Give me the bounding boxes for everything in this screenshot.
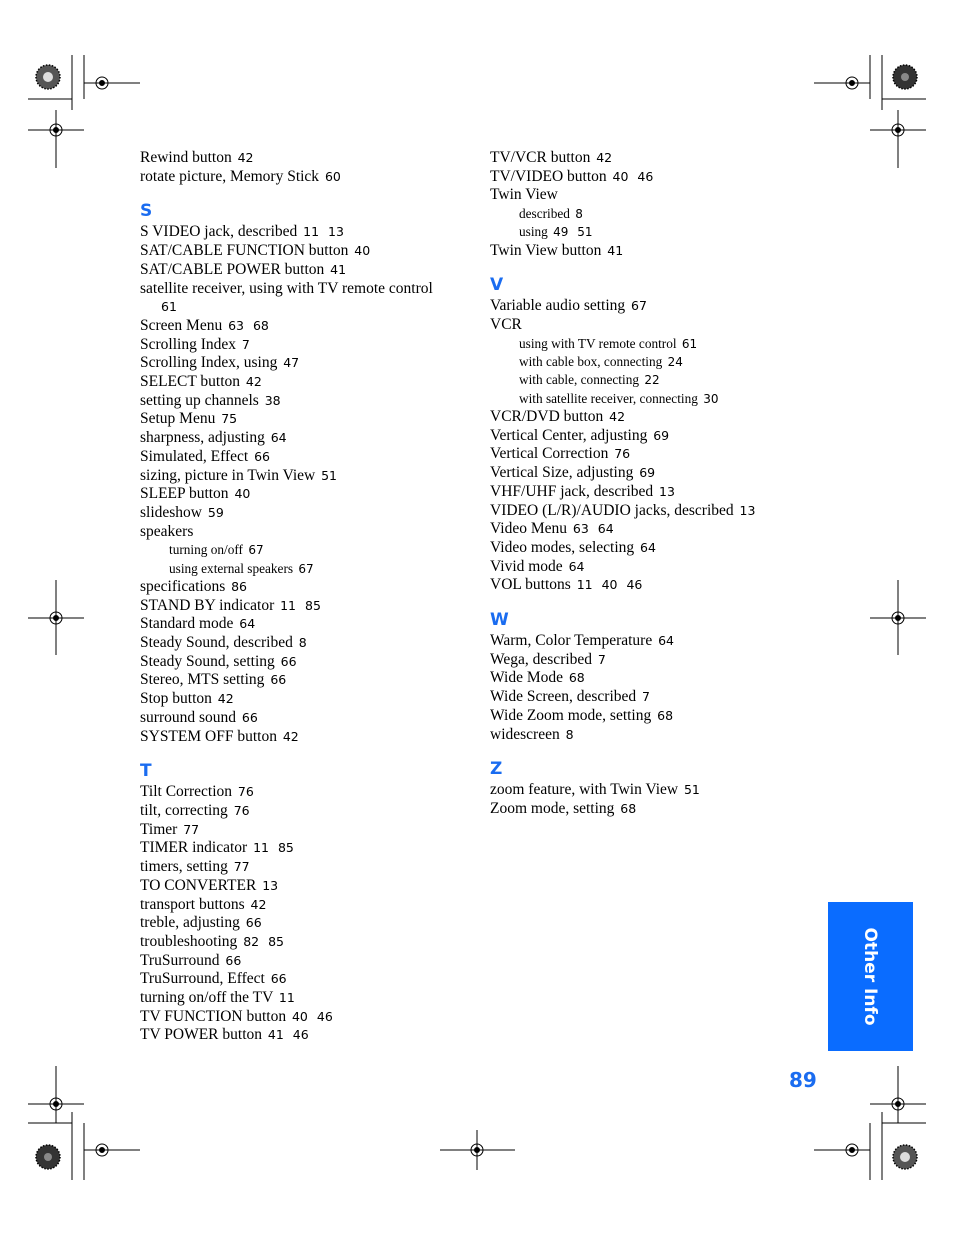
side-tab-label: Other Info [860,927,881,1026]
index-entry-term: VCR/DVD button [490,408,604,425]
index-entry [490,669,820,688]
index-page-ref[interactable]: 13 [659,483,675,499]
index-entry [140,373,470,392]
index-entry-term: using with TV remote control [519,335,677,351]
index-entry [490,576,820,595]
index-page-ref[interactable]: 47 [283,355,300,371]
index-page-ref[interactable]: 51 [683,782,700,798]
index-page-ref[interactable]: 41 46 [267,1027,309,1043]
index-entry-term: turning on/off the TV [140,989,274,1007]
index-entry [140,392,470,411]
index-entry-term: transport buttons [140,895,245,913]
index-subentry [490,371,820,389]
index-entry-term: Simulated, Effect [140,447,249,465]
index-page-ref[interactable]: 66 [254,448,270,464]
index-entry [140,802,470,821]
index-entry-term: Vertical Size, adjusting [490,464,634,482]
index-entry [140,821,470,840]
index-entry [490,558,820,577]
side-tab[interactable] [828,902,913,1051]
index-entry-term: Steady Sound, described [140,634,293,652]
index-entry [140,410,470,429]
index-entry-term: TO CONVERTER [140,876,257,894]
index-entry-term: Scrolling Index, using [140,354,278,372]
index-page-ref[interactable]: 66 [270,971,287,987]
index-entry-term: specifications [140,577,226,595]
index-entry-term: with cable, connecting [519,372,639,388]
index-entry [140,261,470,280]
index-entry-term: Twin View [490,186,558,204]
index-entry [490,781,820,800]
index-page-ref[interactable]: 68 [568,670,585,686]
index-page-ref[interactable]: 42 [237,150,254,165]
index-entry-term: Screen Menu [140,316,223,334]
index-entry-term: Vivid mode [490,557,563,575]
index-entry-term: S VIDEO jack, described [140,223,298,241]
index-entry [490,632,820,651]
index-page-ref[interactable]: 67 [298,561,314,576]
index-subentry [140,560,470,578]
index-entry [140,149,470,168]
index-page-ref[interactable]: 41 [330,261,347,277]
index-entry-term: SELECT button [140,373,241,391]
page-number: 89 [789,1068,817,1092]
index-page-ref[interactable]: 7 [642,689,650,705]
index-entry-term: Wide Screen, described [490,688,637,706]
index-entry-term: Timer [140,820,178,838]
index-entry [140,952,470,971]
index-column-left [140,149,470,1045]
index-page-ref[interactable]: 66 [270,672,287,688]
index-entry-term: surround sound [140,708,237,726]
index-entry [140,783,470,802]
index-page-ref[interactable]: 69 [653,427,670,443]
index-page-ref[interactable]: 42 [245,374,262,390]
index-entry [490,688,820,707]
index-page-ref[interactable]: 64 [239,616,256,632]
index-page-ref[interactable]: 63 68 [228,317,269,333]
index-entry [140,615,470,634]
index-page-ref[interactable]: 11 85 [280,597,321,613]
index-entry-term: Video modes, selecting [490,538,635,556]
index-page-ref[interactable]: 82 85 [243,933,284,949]
index-entry-term: TV FUNCTION button [140,1007,287,1025]
index-entry-term: slideshow [140,503,202,521]
index-entry [140,933,470,952]
index-entry-term: sizing, picture in Twin View [140,466,316,484]
index-entry-term: using external speakers [169,560,294,576]
index-entry-term: troubleshooting [140,932,238,950]
index-page-ref[interactable]: 59 [207,504,224,520]
index-entry-term: Wide Mode [490,669,563,687]
index-page-ref[interactable]: 40 [354,243,371,259]
index-entry [140,336,470,355]
index-entry-term: Twin View button [490,241,602,259]
index-entry [140,858,470,877]
index-entry-term: Tilt Correction [140,783,233,801]
index-subentry [490,390,820,408]
index-entry-term: tilt, correcting [140,801,228,819]
index-page-ref[interactable]: 40 46 [612,168,654,184]
index-entry-term: zoom feature, with Twin View [490,781,679,799]
index-page-ref[interactable]: 38 [264,392,281,408]
index-entry-term: described [519,206,570,222]
index-entry [140,634,470,653]
index-entry-term: TV/VIDEO button [490,167,607,185]
index-page-ref[interactable]: 77 [233,859,250,875]
index-page-ref[interactable]: 75 [221,411,238,427]
index-entry [140,728,470,747]
index-entry-term: VHF/UHF jack, described [490,482,654,500]
index-page-ref[interactable]: 13 [739,502,756,518]
index-entry [140,429,470,448]
index-subentry [490,353,820,371]
index-entry [490,520,820,539]
index-entry [490,427,820,446]
index-entry-term: speakers [140,522,194,540]
index-page-ref[interactable]: 24 [667,355,683,370]
index-page-ref[interactable]: 60 [324,168,341,184]
index-page-ref[interactable]: 66 [280,653,297,669]
index-entry-term: Steady Sound, setting [140,652,275,670]
index-entry-term: satellite receiver, using with TV remote control [140,279,433,297]
index-page-ref[interactable]: 63 64 [572,521,614,537]
index-entry-term: Wega, described [490,650,593,668]
index-entry-term: turning on/off [169,542,243,558]
index-page-ref[interactable]: 51 [321,467,337,483]
index-page-ref[interactable]: 8 [575,207,583,222]
index-page-ref[interactable]: 7 [597,651,606,667]
index-entry [140,223,470,242]
index-entry [140,709,470,728]
index-entry [490,168,820,187]
index-entry-term: using [519,224,548,240]
index-page-ref[interactable]: 66 [245,915,262,931]
index-entry [490,726,820,745]
index-entry [490,445,820,464]
index-entry-term: Variable audio setting [490,297,626,315]
index-entry [490,186,820,205]
index-entry [490,483,820,502]
index-page-ref[interactable]: 11 40 46 [576,577,643,593]
index-page-ref[interactable]: 42 [217,691,234,707]
index-subentry [140,541,470,559]
index-entry-term: with satellite receiver, connecting [519,390,698,406]
index-entry [140,317,470,336]
index-subentry [490,335,820,353]
index-page-ref[interactable]: 76 [614,446,631,462]
index-entry-term: TV POWER button [140,1026,262,1044]
index-page-ref[interactable]: 77 [183,821,200,837]
index-subentry [490,223,820,241]
index-entry-term: Setup Menu [140,410,216,428]
index-entry [490,149,820,168]
index-entry-term: SYSTEM OFF button [140,727,277,745]
index-entry-term: timers, setting [140,858,228,876]
index-entry [140,877,470,896]
index-page-ref[interactable]: 66 [241,709,258,725]
index-entry-term: Rewind button [140,149,232,166]
index-entry-term: SAT/CABLE FUNCTION button [140,242,349,260]
index-entry [140,989,470,1008]
index-subentry [490,205,820,223]
index-entry-term: setting up channels [140,391,259,409]
index-entry-term: TV/VCR button [490,149,591,166]
index-column-right [490,149,820,819]
index-entry [140,467,470,486]
index-entry-term: VIDEO (L/R)/AUDIO jacks, described [490,501,734,519]
index-entry [140,523,470,542]
index-entry-term: rotate picture, Memory Stick [140,167,320,185]
index-entry-term: Vertical Correction [490,445,609,463]
index-entry [490,800,820,819]
index-entry [140,354,470,373]
index-entry [140,1008,470,1027]
index-page-ref[interactable]: 66 [225,952,242,968]
index-page-ref[interactable]: 22 [644,373,660,388]
index-page-ref[interactable]: 61 [161,299,177,315]
index-entry [140,168,470,187]
index-entry [140,485,470,504]
index-page-ref[interactable]: 69 [639,465,656,481]
index-page-ref[interactable]: 67 [631,298,647,314]
index-entry-term: Warm, Color Temperature [490,632,653,650]
index-entry-term: STAND BY indicator [140,596,275,614]
index-entry [490,408,820,427]
index-page-ref[interactable]: 40 46 [291,1008,333,1024]
index-section-letter: Z [490,759,503,780]
index-page-ref[interactable]: 64 [640,539,656,555]
index-entry-term: SLEEP button [140,485,229,503]
index-entry-term: Zoom mode, setting [490,799,615,817]
index-section-letter: W [490,610,509,631]
index-entry-term: VOL buttons [490,576,571,594]
index-entry [490,707,820,726]
index-entry [490,651,820,670]
index-page-ref[interactable]: 67 [248,543,264,558]
index-page-ref[interactable]: 11 [278,990,295,1006]
index-entry [140,280,470,317]
index-entry [140,448,470,467]
index-page-ref[interactable]: 42 [609,409,626,424]
index-page-ref[interactable]: 41 [607,242,624,258]
index-entry-term: treble, adjusting [140,914,240,932]
index-page-ref[interactable]: 76 [237,784,254,800]
index-entry-term: sharpness, adjusting [140,429,265,447]
index-page-ref[interactable]: 11 13 [303,224,344,240]
index-entry [490,502,820,521]
index-entry-term: TruSurround [140,951,220,969]
index-page-ref[interactable]: 42 [250,896,267,912]
index-page-ref[interactable]: 86 [231,578,248,594]
index-entry-term: widescreen [490,725,560,743]
index-entry [140,597,470,616]
index-page-ref[interactable]: 64 [658,633,675,649]
index-entry [140,578,470,597]
index-entry [140,914,470,933]
index-entry [490,242,820,261]
index-page-ref[interactable]: 42 [596,150,613,165]
index-entry [140,242,470,261]
index-entry-term: TIMER indicator [140,839,248,857]
index-entry [140,504,470,523]
index-entry [140,896,470,915]
index-page-ref[interactable]: 64 [568,558,585,574]
index-page-ref[interactable]: 11 85 [253,840,294,856]
index-entry-term: Video Menu [490,520,567,538]
index-entry [490,316,820,335]
index-page-ref[interactable]: 40 [234,486,251,502]
index-section-letter: T [140,761,152,782]
index-entry-term: Stereo, MTS setting [140,671,265,689]
index-page-ref[interactable]: 68 [620,800,637,816]
index-page-ref[interactable]: 13 [262,877,279,893]
index-entry [490,539,820,558]
index-page-ref[interactable]: 76 [233,802,250,818]
index-section-letter: S [140,201,153,222]
index-entry [140,839,470,858]
index-entry [140,653,470,672]
index-entry [140,690,470,709]
index-entry-term: VCR [490,316,522,334]
index-entry-term: Scrolling Index [140,335,236,353]
index-entry [140,1026,470,1045]
index-page-ref[interactable]: 61 [681,336,698,351]
index-page-ref[interactable]: 42 [282,728,299,744]
index-page-ref[interactable]: 68 [657,707,674,723]
index-page-ref[interactable]: 8 [298,635,307,651]
index-page-ref[interactable]: 49 51 [553,225,593,240]
index-entry [140,671,470,690]
index-page-ref[interactable]: 8 [565,726,574,742]
index-entry [140,970,470,989]
index-entry-term: Stop button [140,690,212,708]
index-page-ref[interactable]: 30 [703,391,719,406]
index-entry-term: SAT/CABLE POWER button [140,260,325,278]
index-entry [490,297,820,316]
index-page-ref[interactable]: 7 [241,336,250,352]
index-entry-term: Wide Zoom mode, setting [490,706,652,724]
index-section-letter: V [490,275,504,296]
index-entry-term: with cable box, connecting [519,354,663,370]
index-page-ref[interactable]: 64 [270,430,287,446]
index-entry-term: Vertical Center, adjusting [490,426,648,444]
index-entry-term: Standard mode [140,615,234,633]
index-entry-term: TruSurround, Effect [140,970,265,988]
index-entry [490,464,820,483]
